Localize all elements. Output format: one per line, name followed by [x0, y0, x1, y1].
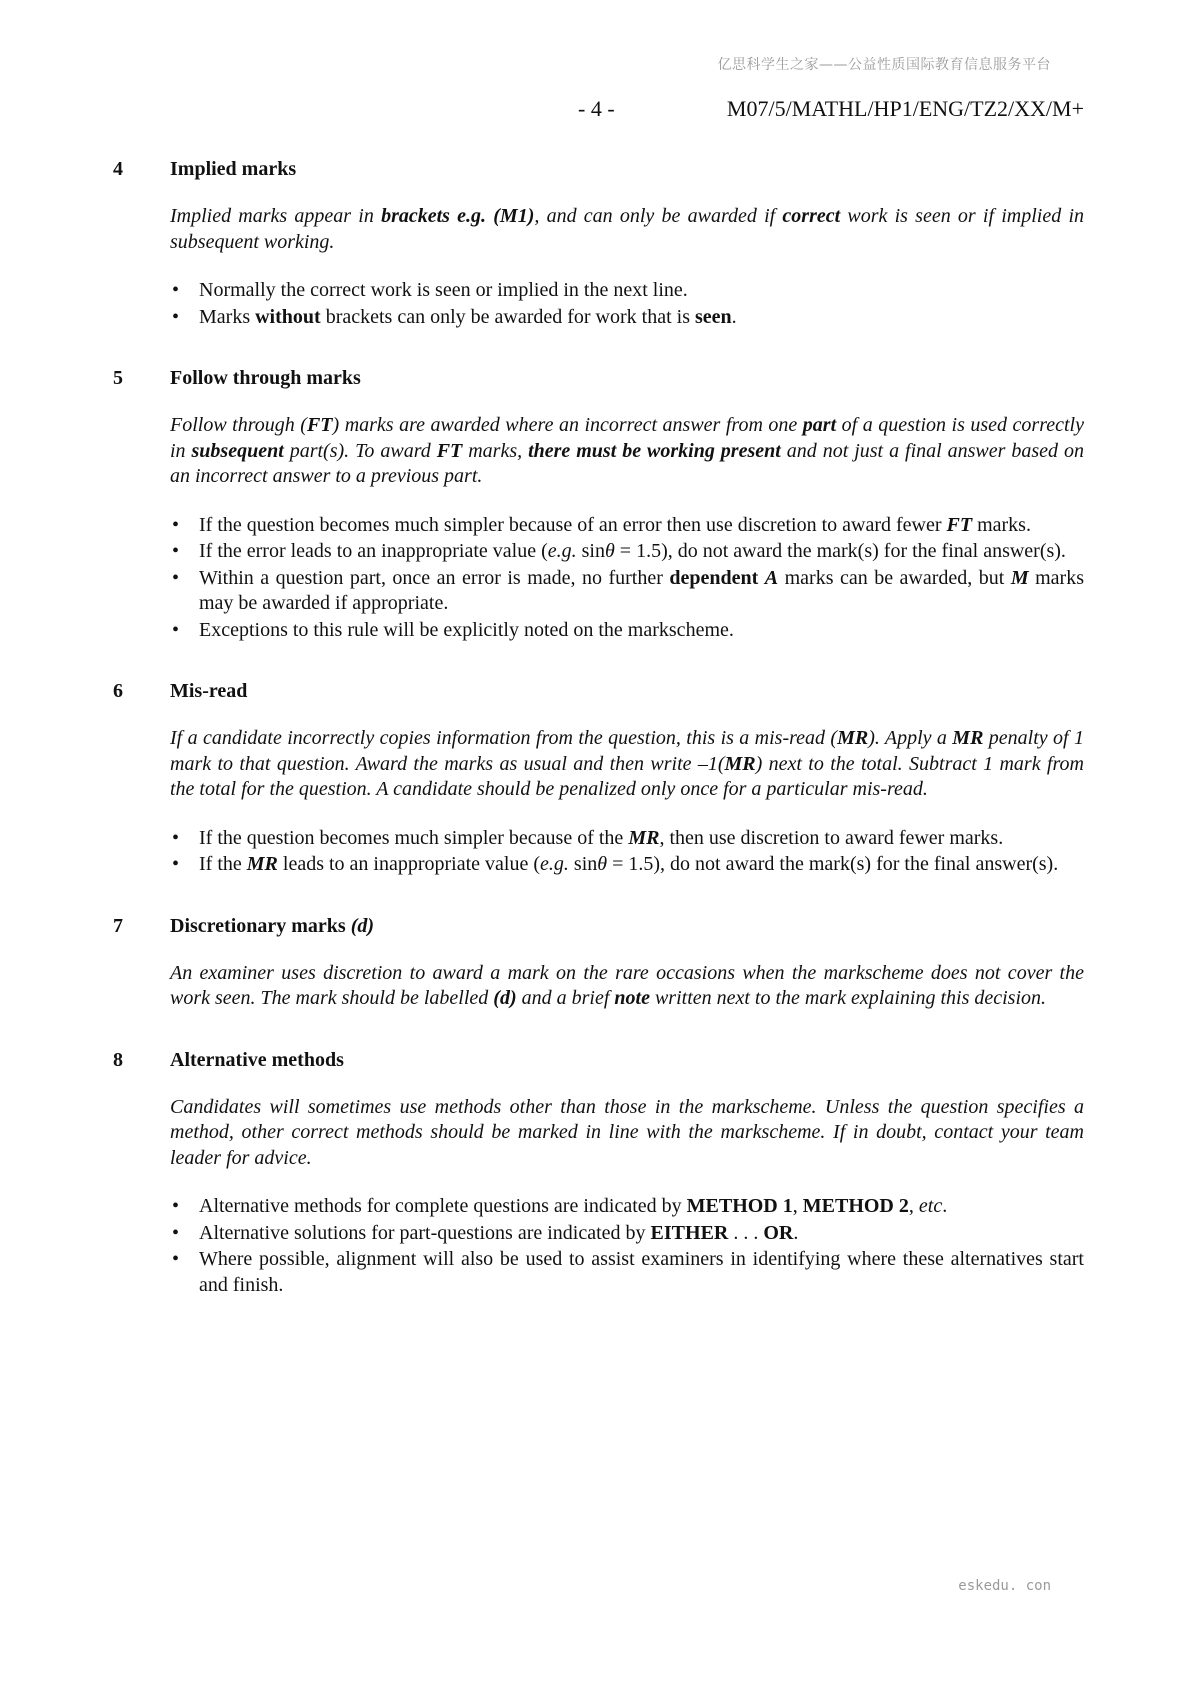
section-body [170, 726, 1084, 878]
section-discretionary-marks [113, 913, 1084, 1012]
section-title: Follow through marks [170, 367, 361, 389]
section-number: 4 [113, 158, 123, 180]
section-implied-marks [113, 156, 1084, 330]
section-number: 7 [113, 914, 123, 937]
section-follow-through-marks [113, 365, 1084, 643]
bullet-list [170, 513, 1084, 644]
section-heading [113, 913, 1084, 939]
list-item: • If the error leads to an inappropriate value (e.g. sinθ = 1.5), do not award the mark(s) for the final answer(s). [170, 539, 1084, 565]
list-item: • If the question becomes much simpler because of the MR, then use discretion to award fewer marks. [170, 826, 1084, 852]
list-item: • Within a question part, once an error is made, no further dependent A marks can be awarded, but M marks may be awarded if appropriate. [170, 566, 1084, 617]
section-body [170, 413, 1084, 643]
section-body [170, 961, 1084, 1012]
math-expression: sinθ = 1.5 [581, 540, 662, 562]
section-intro: Candidates will sometimes use methods other than those in the markscheme. Unless the question specifies a method, other correct methods should be marked in line with the markscheme. If in doubt, contact your team leader for advice. [170, 1095, 1084, 1169]
section-heading [113, 365, 1084, 391]
document-body [113, 156, 1084, 1333]
list-item: • Marks without brackets can only be awarded for work that is seen. [170, 305, 1084, 331]
section-heading [113, 678, 1084, 704]
list-item: • Exceptions to this rule will be explicitly noted on the markscheme. [170, 618, 1084, 644]
section-mis-read [113, 678, 1084, 878]
section-intro: Follow through (FT) marks are awarded where an incorrect answer from one part of a question is used correctly in subsequent part(s). To award FT marks, there must be working present and not just a final answer based on an incorrect answer to a previous part. [170, 414, 1084, 487]
section-alternative-methods [113, 1047, 1084, 1299]
section-number: 5 [113, 367, 123, 389]
list-item: • Alternative methods for complete questions are indicated by METHOD 1, METHOD 2, etc. [170, 1194, 1084, 1220]
section-number: 8 [113, 1048, 123, 1071]
section-number: 6 [113, 680, 123, 702]
page-number: - 4 - [578, 96, 615, 121]
list-item: • Alternative solutions for part-questions are indicated by EITHER . . . OR. [170, 1221, 1084, 1247]
bullet-list [170, 278, 1084, 330]
list-item: • Normally the correct work is seen or implied in the next line. [170, 278, 1084, 304]
section-title: Mis-read [170, 680, 248, 702]
section-body [170, 1095, 1084, 1299]
section-body [170, 204, 1084, 330]
section-heading [113, 1047, 1084, 1073]
section-intro: An examiner uses discretion to award a mark on the rare occasions when the markscheme does not cover the work seen. The mark should be labelled (d) and a brief note written next to the mark explaining this decision. [170, 961, 1084, 1009]
footer-watermark: eskedu. con [958, 1578, 1051, 1594]
section-title: Discretionary marks (d) [170, 914, 375, 937]
section-heading [113, 156, 1084, 182]
bullet-list [170, 826, 1084, 878]
math-expression: sinθ = 1.5 [573, 853, 654, 875]
section-intro: If a candidate incorrectly copies information from the question, this is a mis-read (MR). Apply a MR penalty of 1 mark to that question. Award the marks as usual and then write –1(MR) next to the total. Subtract 1 mark from the total for the question. A candidate should be penalized only once for a particular mis-read. [170, 727, 1084, 800]
section-title: Implied marks [170, 158, 297, 180]
list-item: • If the MR leads to an inappropriate value (e.g. sinθ = 1.5), do not award the mark(s) for the final answer(s). [170, 852, 1084, 878]
list-item: • If the question becomes much simpler because of an error then use discretion to award fewer FT marks. [170, 513, 1084, 539]
section-title: Alternative methods [170, 1048, 344, 1071]
list-item: • Where possible, alignment will also be used to assist examiners in identifying where these alternatives start and finish. [170, 1247, 1084, 1298]
section-intro: Implied marks appear in brackets e.g. (M1), and can only be awarded if correct work is seen or if implied in subsequent working. [170, 205, 1085, 253]
bullet-list [170, 1194, 1084, 1298]
header-watermark: 亿思科学生之家——公益性质国际教育信息服务平台 [717, 57, 1051, 73]
document-reference: M07/5/MATHL/HP1/ENG/TZ2/XX/M+ [726, 96, 1084, 121]
